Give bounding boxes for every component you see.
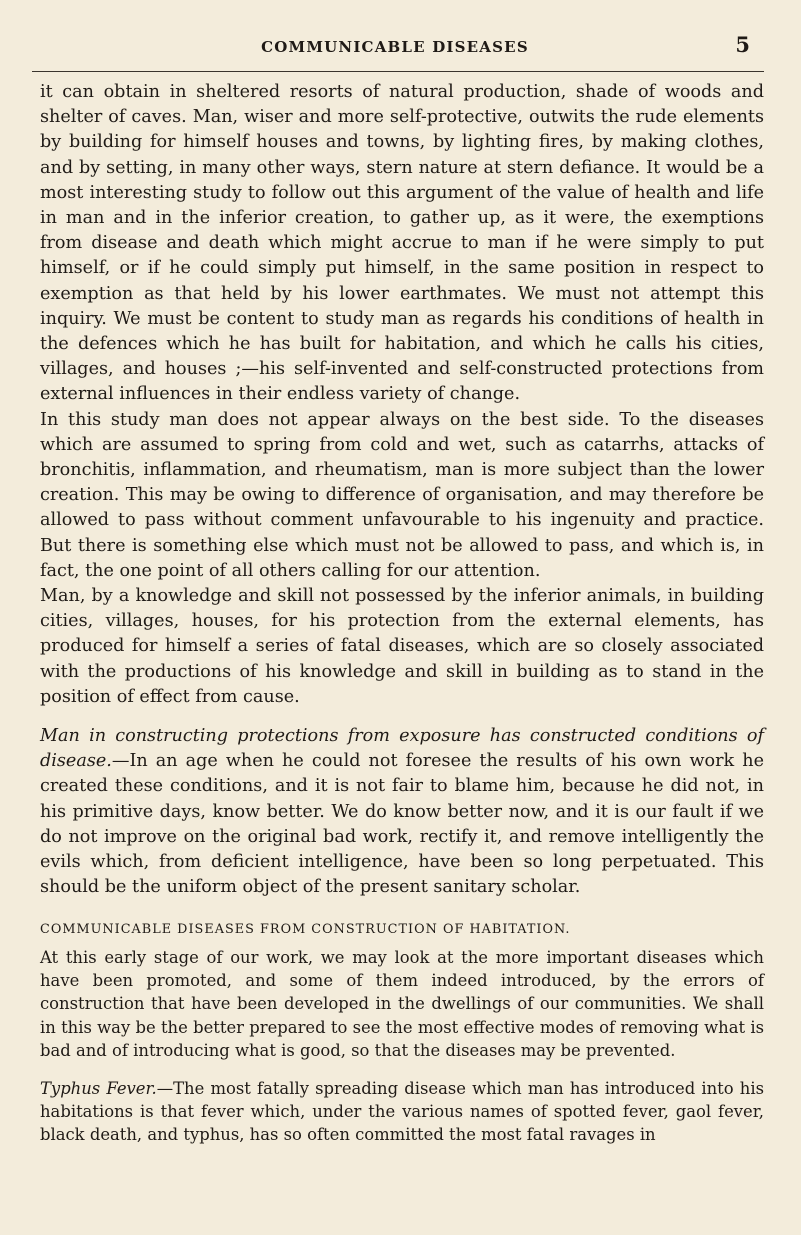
paragraph-3: Man, by a knowledge and skill not possessed by the inferior animals, in building cities, villages, houses, for his protection from the external elements, has produced for himself a series of fatal diseases, which are so closely associated with the productions of his knowledge and skill in building as to stand in the position of effect from cause. — [40, 586, 764, 707]
paragraph-6-text: —The most fatally spreading disease which man has introduced into his habitations is that fever which, under the various names of spotted fever, gaol fever, black death, and typhus, has so often committed the most fatal ravages in — [40, 1078, 764, 1145]
paragraph-4 — [40, 724, 764, 900]
paragraph-6-heading: Typhus Fever. — [40, 1078, 157, 1098]
paragraph-1: it can obtain in sheltered resorts of natural production, shade of woods and shelter of caves. Man, wiser and more self-protective, outwits the rude elements by building for himself houses and towns, by lighting fires, by making clothes, and by setting, in many other ways, stern nature at stern defiance. It would be a most interesting study to follow out this argument of the value of health and life in man and in the inferior creation, to gather up, as it were, the exemptions from disease and death which might accrue to man if he were simply to put himself, or if he could simply put himself, in the same position in respect to exemption as that held by his lower earthmates. We must not attempt this inquiry. We must be content to study man as regards his conditions of health in the defences which he has built for habitation, and which he calls his cities, villages, and houses ;—his self-invented and self-constructed protections from external influences in their endless variety of change. — [40, 82, 764, 405]
running-title: COMMUNICABLE DISEASES — [261, 38, 529, 56]
header-rule — [32, 71, 764, 72]
paragraph-2: In this study man does not appear always on the best side. To the diseases which are assumed to spring from cold and wet, such as catarrhs, attacks of bronchitis, inflammation, and rheumatism, man is more subject than the lower creation. This may be owing to difference of organisation, and may therefore be allowed to pass without comment unfavourable to his ingenuity and practice. But there is something else which must not be allowed to pass, and which is, in fact, the one point of all others calling for our attention. — [40, 409, 764, 581]
paragraph-4-text: —In an age when he could not foresee the results of his own work he created these conditions, and it is not fair to blame him, because he did not, in his primitive days, know better. We do know better now, and it is our fault if we do not improve on the original bad work, rectify it, and remove intelligently the evils which, from deficient intelligence, have been so long perpetuated. This should be the uniform object of the present sanitary scholar. — [40, 751, 764, 898]
paragraph-5: At this early stage of our work, we may look at the more important diseases which have been promoted, and some of them indeed introduced, by the errors of construction that have been developed in the dwellings of our communities. We shall in this way be the better prepared to see the most effective modes of removing what is bad and of introducing what is good, so that the diseases may be prevented. — [40, 947, 764, 1061]
page-number: 5 — [735, 32, 750, 57]
section-title: COMMUNICABLE DISEASES FROM CONSTRUCTION OF HABITATION. — [40, 921, 571, 937]
page-header — [40, 32, 750, 56]
paragraph-6 — [40, 1077, 764, 1147]
page-body — [40, 80, 764, 1147]
paragraph-4-heading: Man in constructing protections from exposure has constructed conditions of disease. — [40, 726, 764, 772]
